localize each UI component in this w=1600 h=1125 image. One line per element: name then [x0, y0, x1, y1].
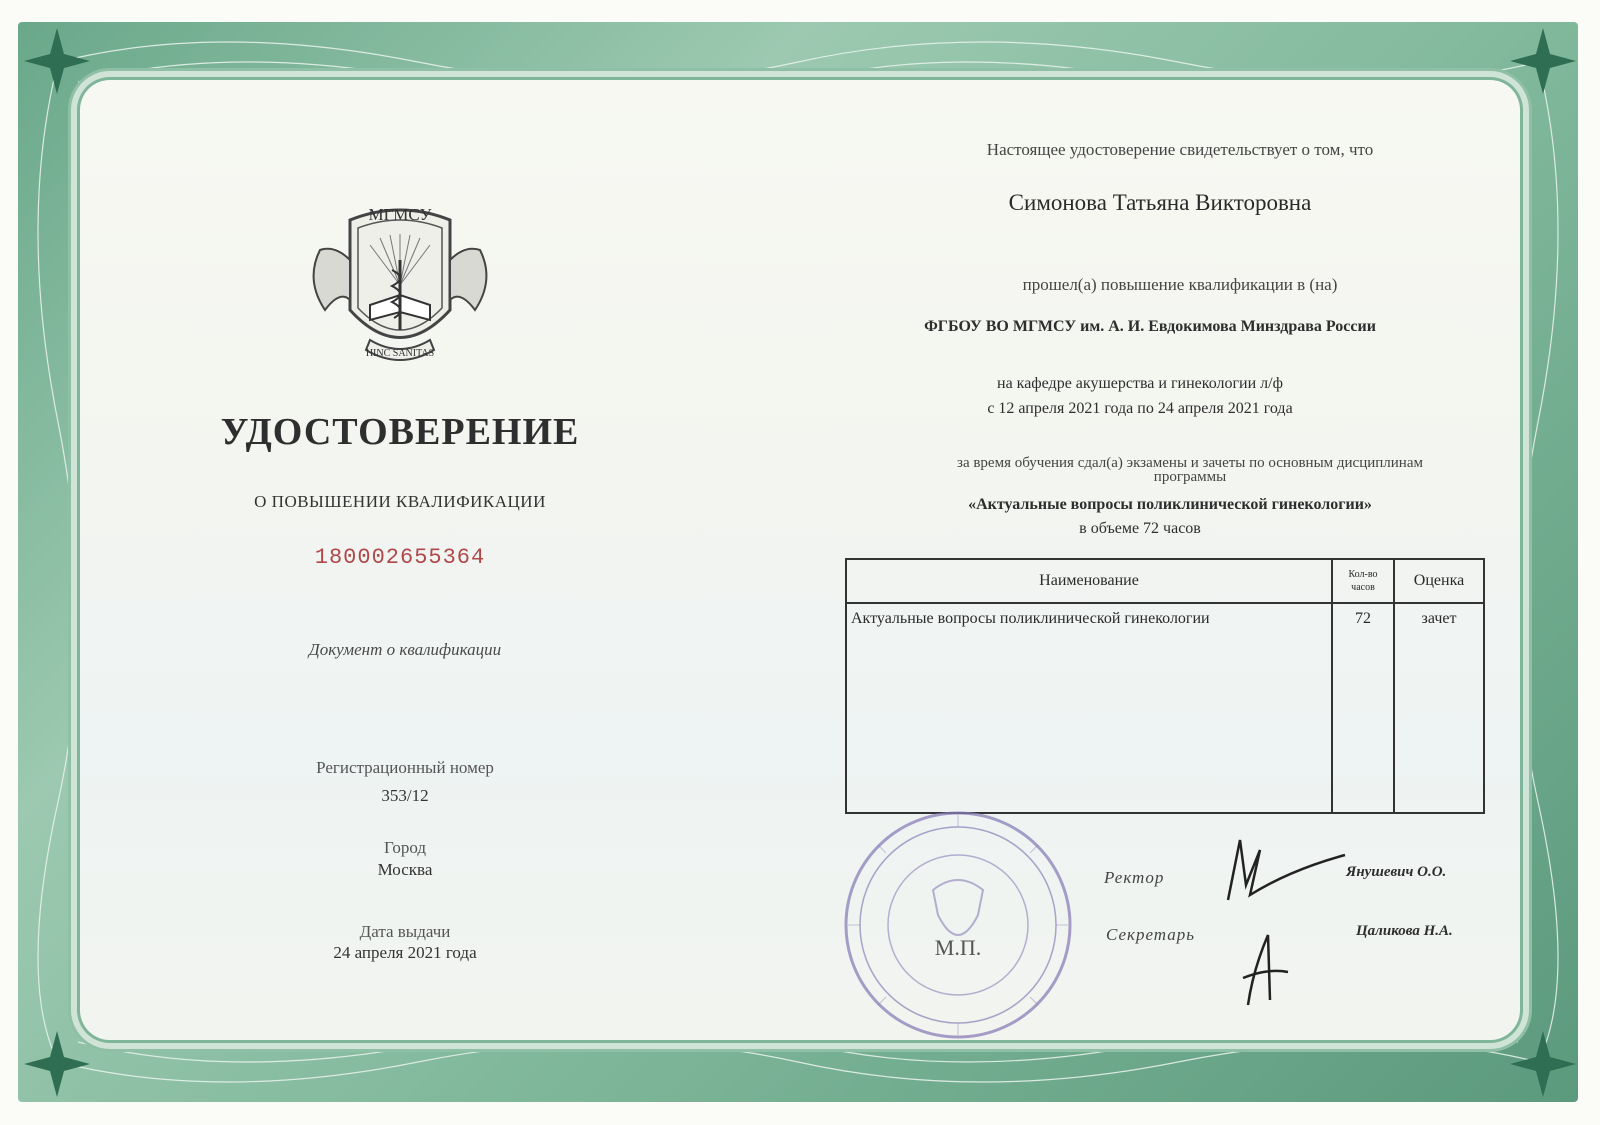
university-crest-logo — [300, 190, 500, 380]
svg-text:HINC SANITAS: HINC SANITAS — [365, 348, 435, 359]
corner-star-icon — [22, 26, 92, 96]
program-title: «Актуальные вопросы поликлинической гинекологии» — [968, 496, 1372, 513]
issue-date-block — [200, 922, 610, 963]
column-header-name: Наименование — [846, 559, 1332, 603]
column-header-grade: Оценка — [1394, 559, 1484, 603]
passed-text: прошел(а) повышение квалификации в (на) — [1022, 275, 1338, 294]
corner-star-icon — [22, 1029, 92, 1099]
course-hours-cell: 72 — [1332, 603, 1394, 813]
secretary-signature — [1238, 930, 1298, 1010]
corner-star-icon — [1508, 26, 1578, 96]
issue-date-value: 24 апреля 2021 года — [333, 943, 477, 962]
certificate-subtitle: О ПОВЫШЕНИИ КВАЛИФИКАЦИИ — [254, 492, 546, 511]
official-seal-stamp — [838, 805, 1078, 1045]
certifies-text: Настоящее удостоверение свидетельствует о том, что — [986, 140, 1374, 159]
course-name-cell: Актуальные вопросы поликлинической гинекологии — [846, 603, 1332, 813]
registration-label: Регистрационный номер — [316, 758, 494, 777]
rector-signature — [1220, 830, 1350, 910]
city-label: Город — [384, 838, 426, 857]
serial-number: 180002655364 — [314, 545, 486, 570]
exams-text — [860, 456, 1520, 484]
table-header-row — [846, 559, 1484, 603]
exams-line-2: программы — [1153, 469, 1227, 485]
rector-name: Янушевич О.О. — [1346, 864, 1447, 880]
courses-table — [845, 558, 1485, 814]
exams-line-1: за время обучения сдал(а) экзамены и зачеты по основным дисциплинам — [957, 455, 1423, 471]
city-block — [200, 838, 610, 880]
organization-name: ФГБОУ ВО МГМСУ им. А. И. Евдокимова Минздрава России — [924, 318, 1376, 335]
secretary-name: Цаликова Н.А. — [1356, 923, 1453, 939]
department-text: на кафедре акушерства и гинекологии л/ф — [997, 375, 1283, 392]
svg-text:МГМСУ: МГМСУ — [368, 205, 432, 224]
table-row — [846, 603, 1484, 813]
issue-date-label: Дата выдачи — [359, 922, 451, 941]
secretary-role: Секретарь — [1106, 925, 1195, 944]
corner-star-icon — [1508, 1029, 1578, 1099]
document-kind: Документ о квалификации — [308, 640, 502, 659]
svg-text:М.П.: М.П. — [934, 935, 982, 960]
program-volume: в объеме 72 часов — [1079, 520, 1201, 537]
certificate-title: УДОСТОВЕРЕНИЕ — [220, 411, 580, 453]
city-value: Москва — [377, 860, 433, 879]
person-name: Симонова Татьяна Викторовна — [1008, 190, 1312, 215]
column-header-hours-line1: Кол-во — [1348, 569, 1378, 580]
course-grade-cell: зачет — [1394, 603, 1484, 813]
training-period: с 12 апреля 2021 года по 24 апреля 2021 года — [987, 400, 1293, 417]
column-header-hours-line2: часов — [1351, 582, 1375, 593]
column-header-hours — [1332, 559, 1394, 603]
rector-role: Ректор — [1104, 868, 1165, 887]
registration-block — [200, 758, 610, 806]
registration-number: 353/12 — [381, 786, 429, 805]
